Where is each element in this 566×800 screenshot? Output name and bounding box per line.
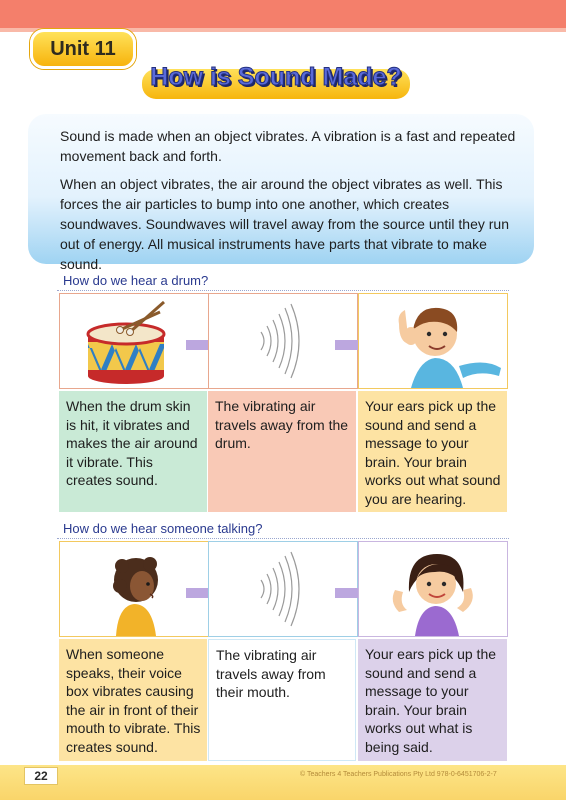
unit-badge: Unit 11 [30, 29, 136, 69]
section-heading-drum: How do we hear a drum? [63, 273, 209, 288]
intro-paragraph-2: When an object vibrates, the air around the object vibrates as well. This forces the air particles to bump into one another, which creates soundwaves. Soundwaves will travel away from the source until they run out of energy. All musical instruments have parts that vibrate to make sound. [60, 176, 509, 272]
top-banner [0, 0, 566, 28]
girl-listening-icon [359, 542, 507, 636]
section-heading-talking: How do we hear someone talking? [63, 521, 263, 536]
drum-caption-1: When the drum skin is hit, it vibrates and makes the air around it vibrate. This creates sound. [59, 391, 207, 512]
page-number: 22 [24, 767, 58, 785]
drum-caption-2: The vibrating air travels away from the drum. [208, 391, 356, 512]
section-divider [57, 290, 509, 291]
boy-listening-image-cell [358, 293, 508, 389]
girl-listening-image-cell [358, 541, 508, 637]
section-divider [57, 538, 509, 539]
page-title: How is Sound Made? [150, 63, 402, 91]
drum-caption-3: Your ears pick up the sound and send a message to your brain. Your brain works out what sound you are hearing. [358, 391, 507, 512]
talking-caption-1: When someone speaks, their voice box vibrates causing the air in front of their mouth to vibrate. This creates sound. [59, 639, 207, 761]
talking-caption-2: The vibrating air travels away from their mouth. [208, 639, 356, 761]
copyright-text: © Teachers 4 Teachers Publications Pty Ltd 978-0-6451706-2-7 [300, 771, 497, 778]
boy-listening-icon [359, 294, 507, 388]
talking-caption-3: Your ears pick up the sound and send a message to your brain. Your brain works out what is being said. [358, 639, 507, 761]
intro-paragraph-1: Sound is made when an object vibrates. A vibration is a fast and repeated movement back and forth. [60, 128, 516, 164]
